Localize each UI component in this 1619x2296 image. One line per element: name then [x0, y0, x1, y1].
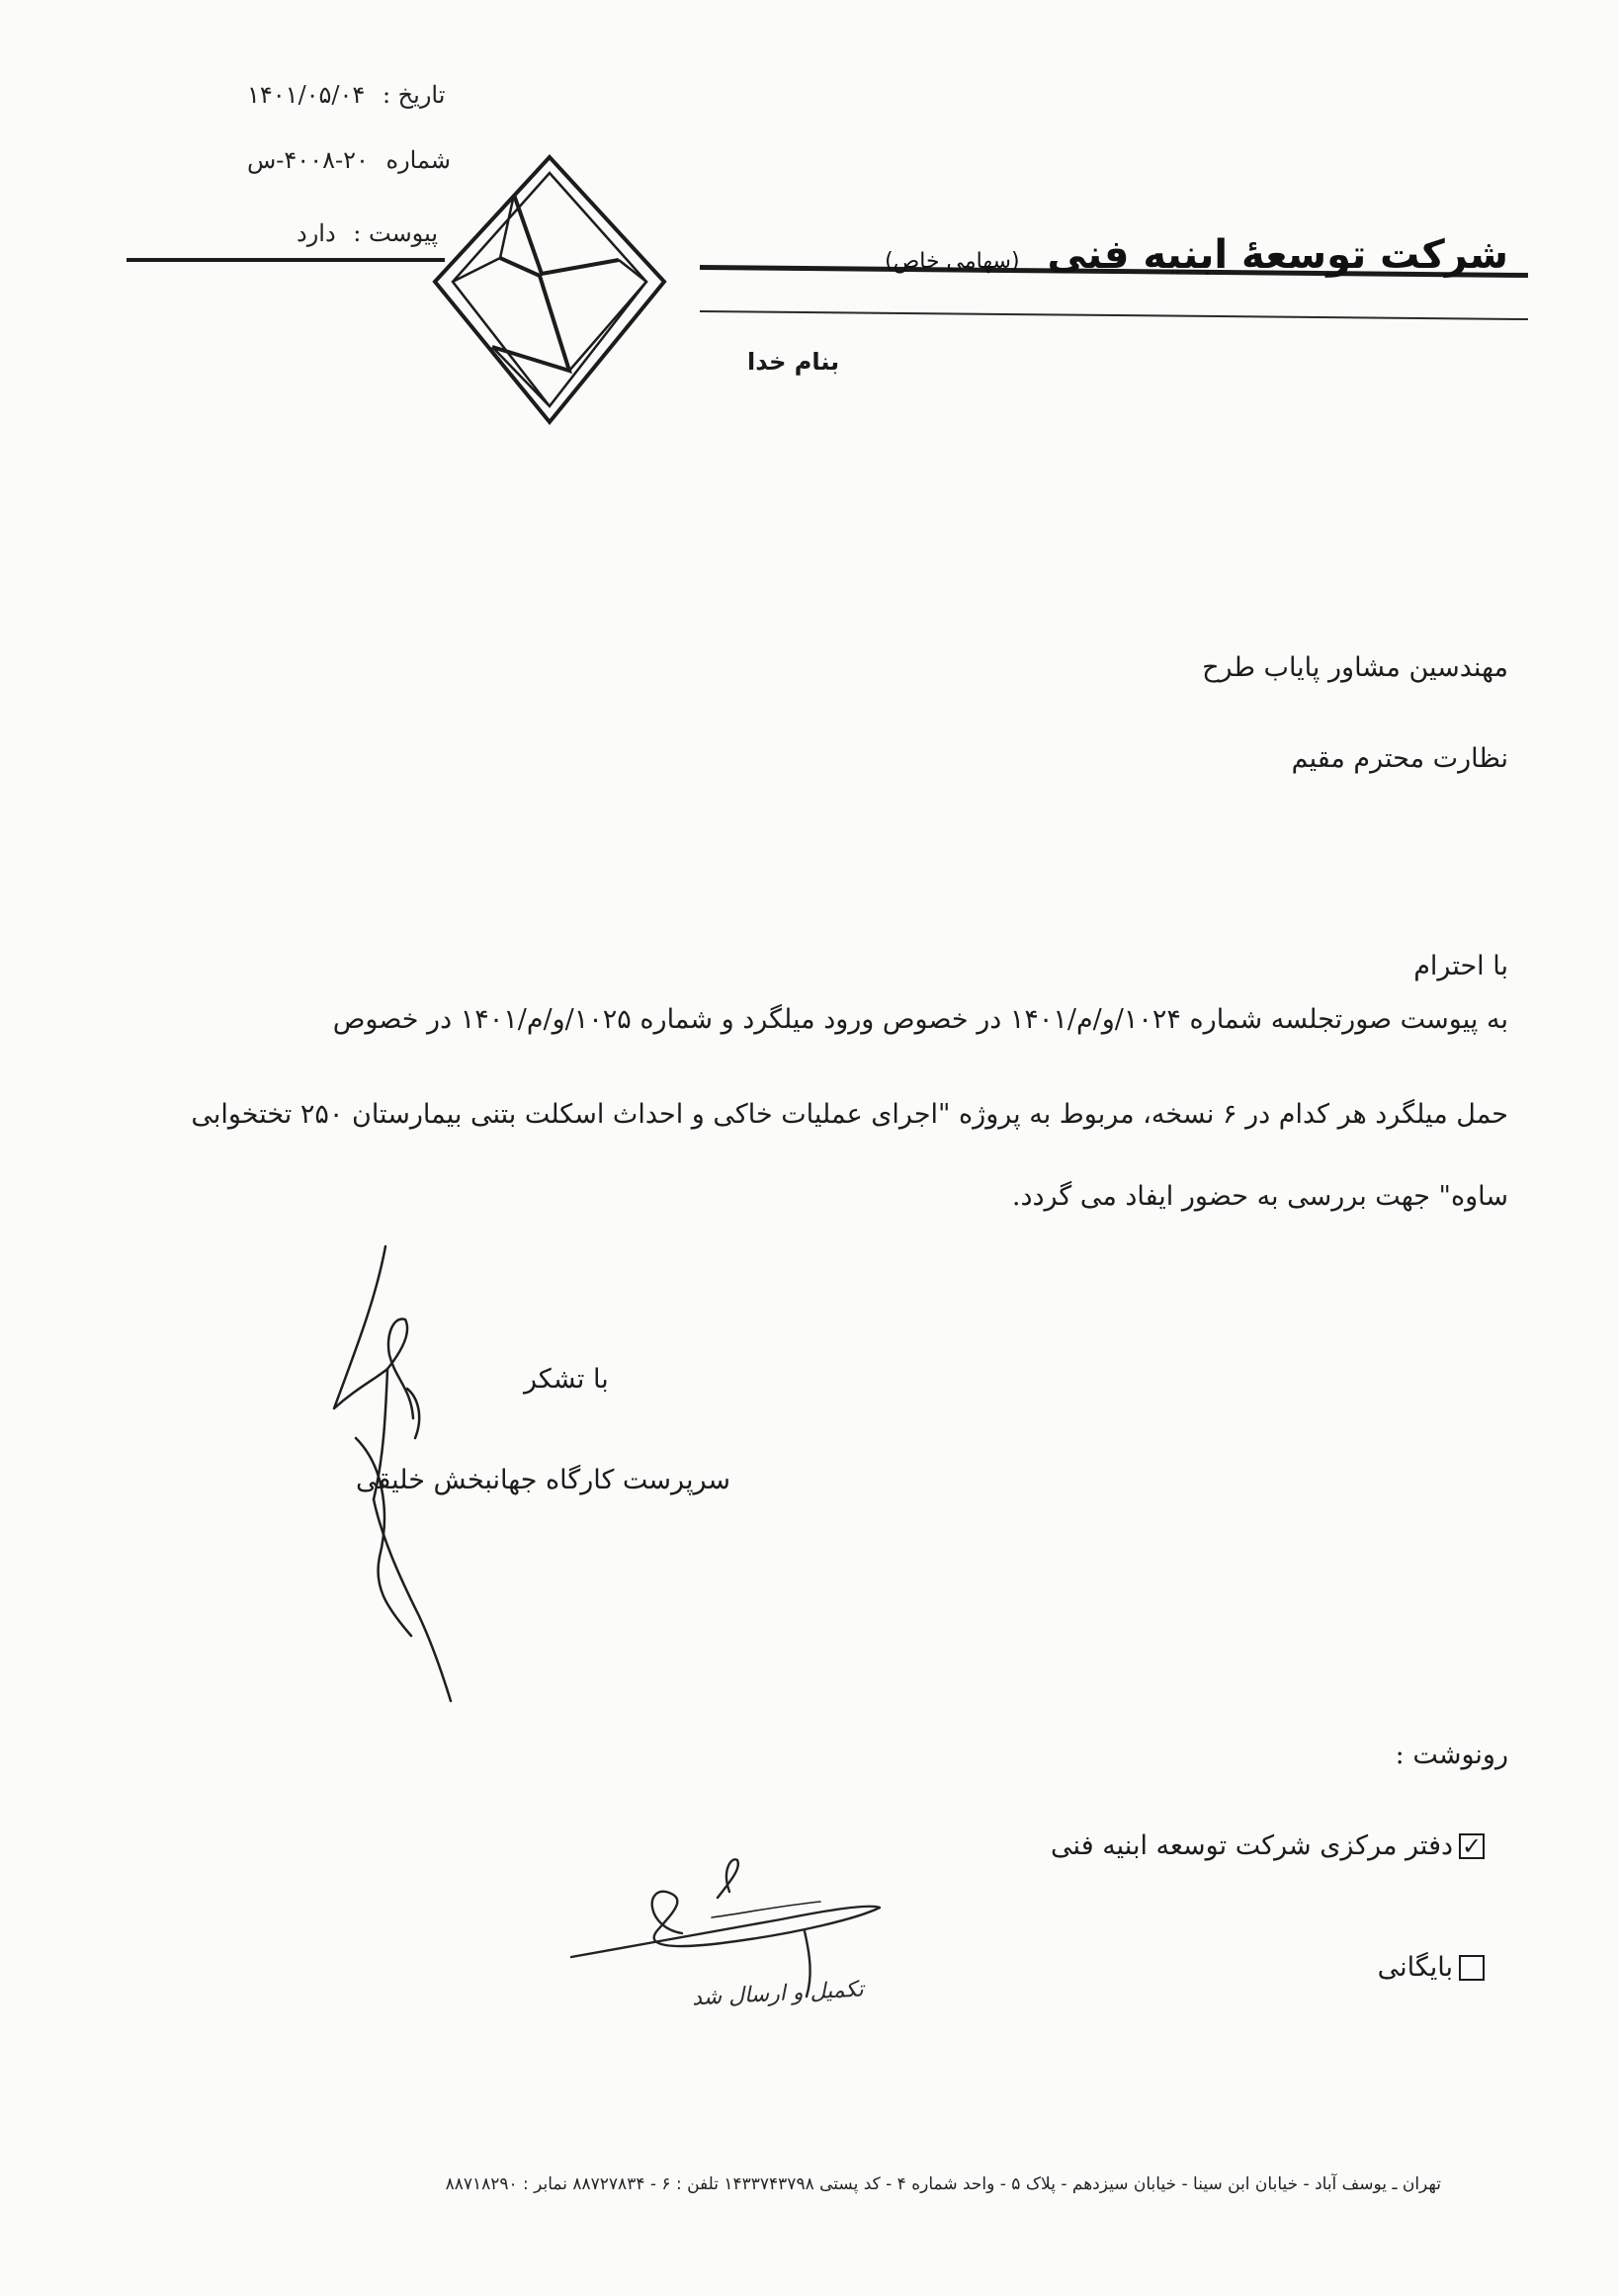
copy-item-central-office: [1051, 1830, 1485, 1861]
logo-inner-diamond: [453, 173, 646, 406]
attachment-line: [297, 219, 438, 247]
header-rule-left: [127, 258, 445, 262]
copies-heading: رونوشت :: [1395, 1740, 1508, 1770]
header-rule-thin: [700, 310, 1528, 320]
footer-address: تهران ـ یوسف آباد - خیابان ابن سینا - خیابان سیزدهم - پلاک ۵ - واحد شماره ۴ - کد پستی ۱۴۳۳۷۴۳۷۹۸ تلفن : ۶ - ۸۸۷۲۷۸۳۴ نمابر : ۸۸۷۱۸۲۹۰: [445, 2174, 1441, 2194]
signature-stroke-2: [387, 1318, 413, 1418]
date-value: ۱۴۰۱/۰۵/۰۴: [247, 81, 366, 109]
processing-signature-stroke-1: [571, 1892, 880, 1957]
handwritten-note: تکمیل و ارسال شد: [691, 1977, 865, 2011]
number-value: ۲۰-۴۰۰۸-س: [247, 146, 369, 174]
company-type: (سهامی خاص): [885, 249, 1020, 274]
company-name-line: [885, 232, 1508, 278]
closing: با تشکر: [524, 1364, 609, 1395]
invocation: بنام خدا: [747, 348, 840, 376]
sender-signature: [316, 1240, 514, 1705]
attachment-value: دارد: [297, 219, 336, 247]
signatory: سرپرست کارگاه جهانبخش خلیقی: [356, 1465, 730, 1495]
processing-signature-stroke-2: [718, 1859, 738, 1898]
body-line-1: به پیوست صورتجلسه شماره ۱۰۲۴/و/م/۱۴۰۱ در خصوص ورود میلگرد و شماره ۱۰۲۵/و/م/۱۴۰۱ در خصوص: [332, 1004, 1508, 1035]
body-line-2: حمل میلگرد هر کدام در ۶ نسخه، مربوط به پروژه "اجرای عملیات خاکی و احداث اسکلت بتنی بیمارستان ۲۵۰ تختخوابی: [191, 1099, 1508, 1130]
copy-label-archive: بایگانی: [1377, 1952, 1453, 1983]
recipient-line-1: مهندسین مشاور پایاب طرح: [1202, 652, 1508, 683]
copy-checkbox-archive[interactable]: [1459, 1955, 1485, 1981]
signature-stroke-1: [334, 1246, 387, 1499]
number-label: شماره: [385, 146, 451, 174]
number-line: [247, 146, 451, 174]
recipient-line-2: نظارت محترم مقیم: [1291, 743, 1508, 774]
logo-lower-fold: [492, 258, 569, 371]
copy-checkbox-central-office[interactable]: ✓: [1459, 1833, 1485, 1859]
company-logo-icon: [431, 153, 668, 430]
attachment-label: پیوست :: [353, 219, 438, 247]
logo-outer-diamond: [435, 157, 664, 422]
signature-stroke-4: [356, 1438, 411, 1636]
greeting: با احترام: [1413, 951, 1508, 981]
copy-item-archive: [1378, 1952, 1485, 1983]
date-label: تاریخ :: [382, 81, 446, 109]
company-name: شرکت توسعهٔ ابنیه فنی: [1047, 232, 1508, 278]
body-line-3: ساوه" جهت بررسی به حضور ایفاد می گردد.: [1011, 1181, 1508, 1212]
copy-label-central-office: دفتر مرکزی شرکت توسعه ابنیه فنی: [1051, 1830, 1453, 1861]
date-line: [247, 81, 445, 109]
